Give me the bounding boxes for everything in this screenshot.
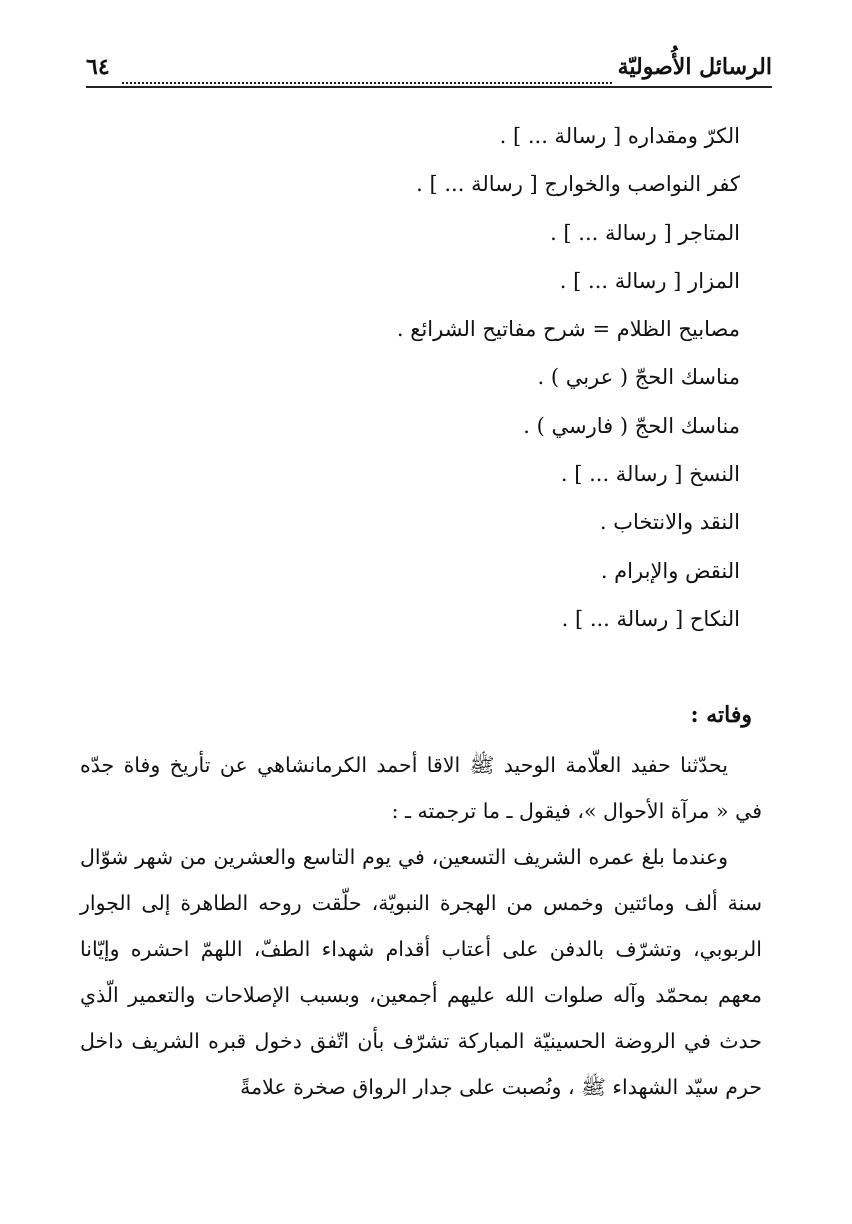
list-item: الكرّ ومقداره [ رسالة ... ] . xyxy=(499,124,740,148)
running-header xyxy=(86,52,772,88)
list-item: المتاجر [ رسالة ... ] . xyxy=(550,220,740,245)
paragraph: يحدّثنا حفيد العلّامة الوحيد ﷺ الاقا أحمد الكرمانشاهي عن تأريخ وفاة جدّه في « مرآة الأحوال »، فيقول ـ ما ترجمته ـ : xyxy=(80,753,762,823)
list-item: النقد والانتخاب . xyxy=(599,510,740,535)
book-title: الرسائل الأُصوليّة xyxy=(617,54,772,80)
list-item: النسخ [ رسالة ... ] . xyxy=(560,462,740,487)
list-item: كفر النواصب والخوارج [ رسالة ... ] . xyxy=(416,172,740,197)
list-item: مناسك الحجّ ( فارسي ) . xyxy=(523,413,740,438)
section-body xyxy=(80,742,762,1110)
list-item: النقض والإبرام . xyxy=(600,558,740,583)
paragraph: وعندما بلغ عمره الشريف التسعين، في يوم التاسع والعشرين من شهر شوّال سنة ألف ومائتين وخمس من الهجرة النبويّة، حلّقت روحه الطاهرة إلى الجوار الربوبي، وتشرّف بالدفن على أعتاب أقدام شهداء الطفّ، اللهمّ احشره وإيّانا معهم بمحمّد وآله صلوات الله عليهم أجمعين، وبسبب الإصلاحات والتعمير الّذي حدث في الروضة الحسينيّة المباركة تشرّف بأن اتّفق دخول قبره الشريف داخل حرم سيّد الشهداء ﷺ ، ونُصبت على جدار الرواق صخرة علامةً xyxy=(80,845,762,1099)
list-item: مناسك الحجّ ( عربي ) . xyxy=(537,365,740,390)
page-number: ٦٤ xyxy=(86,54,110,80)
header-leader-dots xyxy=(122,52,612,84)
list-item: النكاح [ رسالة ... ] . xyxy=(561,606,740,631)
list-item: مصابيح الظلام = شرح مفاتيح الشرائع . xyxy=(396,317,740,342)
works-list xyxy=(100,112,740,643)
section-heading: وفاته : xyxy=(690,702,752,728)
list-item: المزار [ رسالة ... ] . xyxy=(559,268,740,293)
header-divider xyxy=(86,86,772,88)
